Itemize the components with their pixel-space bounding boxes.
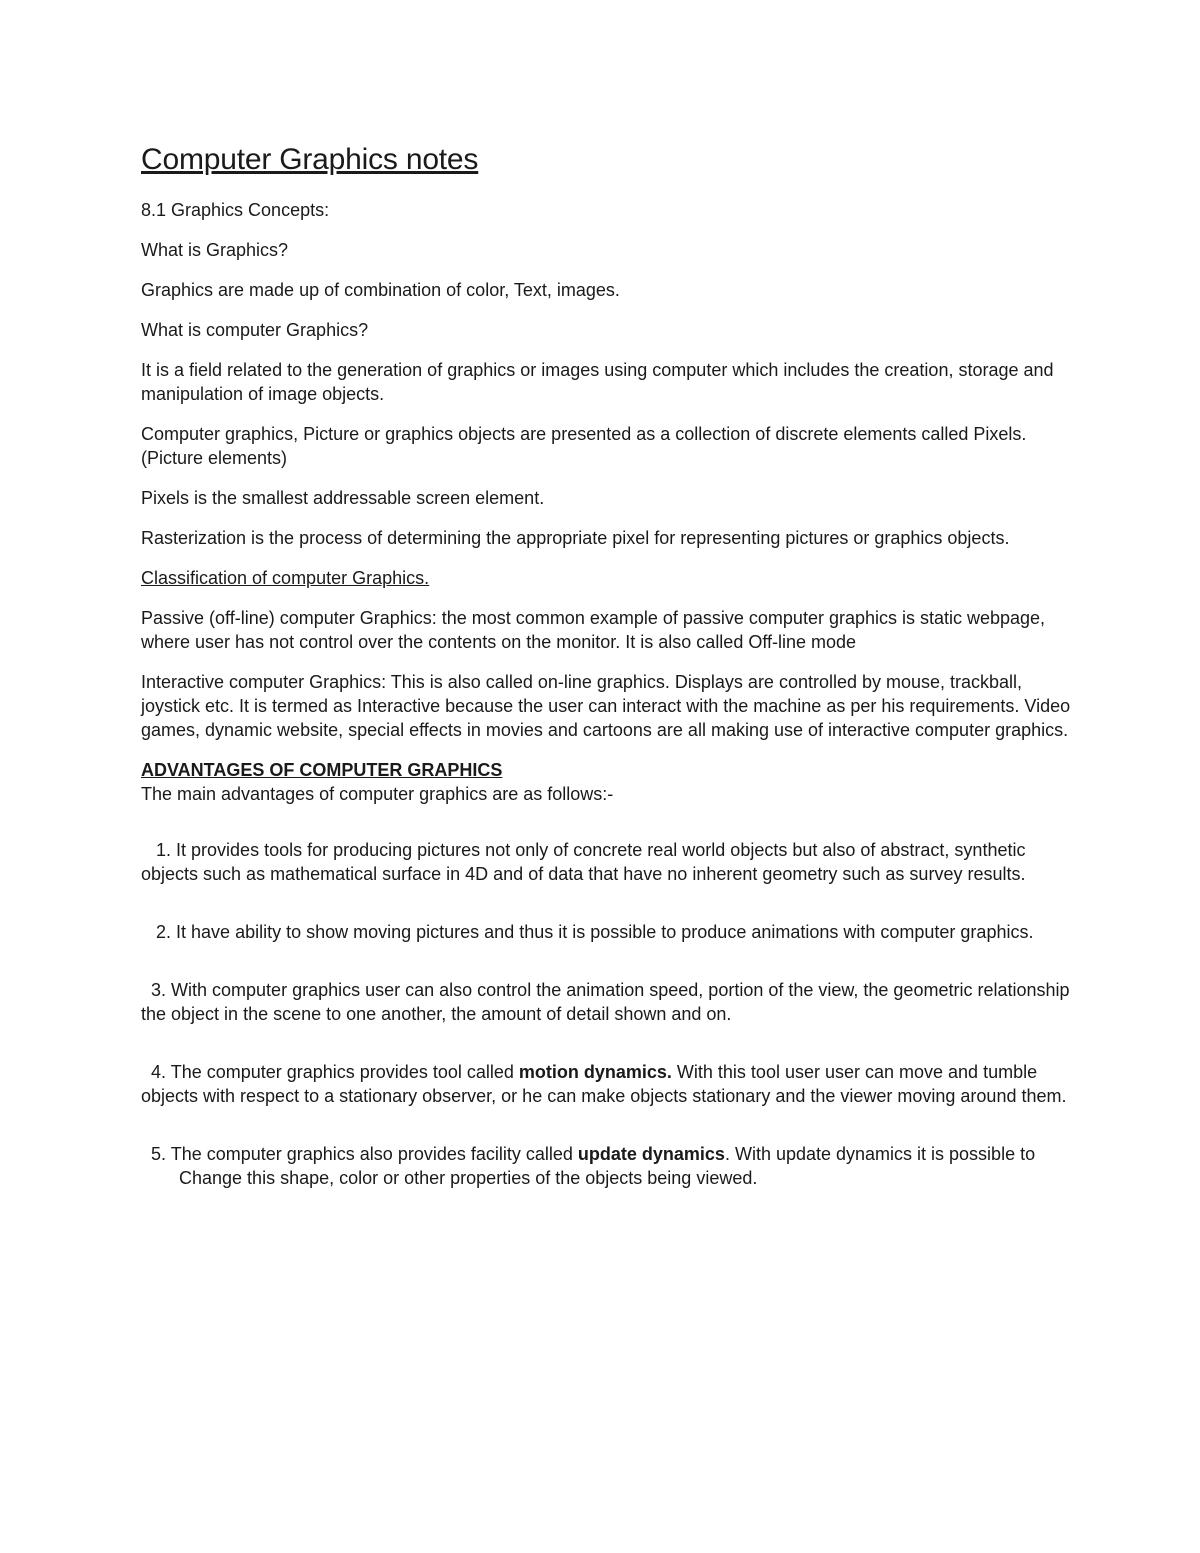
advantages-intro: The main advantages of computer graphics are as follows:- [141, 784, 614, 804]
advantage-item-5-term: update dynamics [577, 1144, 725, 1164]
answer-what-is-graphics: Graphics are made up of combination of color, Text, images. [141, 280, 620, 300]
answer-what-is-computer-graphics: It is a field related to the generation of graphics or images using computer which includes the creation, storage and manipulation of image objects. [141, 360, 1054, 404]
advantage-item-5-continuation: Change this shape, color or other properties of the objects being viewed. [179, 1168, 758, 1188]
question-what-is-graphics: What is Graphics? [141, 240, 289, 260]
advantage-item-5-rest: . With update dynamics it is possible to [724, 1144, 1036, 1164]
paragraph-passive-graphics: Passive (off-line) computer Graphics: the most common example of passive computer graphics is static webpage, where user has not control over the contents on the monitor. It is also called Off-line mode [141, 608, 1046, 652]
advantage-item-4-text: 4. The computer graphics provides tool called [141, 1062, 519, 1082]
advantage-item-3: 3. With computer graphics user can also control the animation speed, portion of the view, the geometric relationship the object in the scene to one another, the amount of detail shown and on. [141, 980, 1075, 1024]
paragraph-interactive-graphics: Interactive computer Graphics: This is also called on-line graphics. Displays are controlled by mouse, trackball, joystick etc. It is termed as Interactive because the user can interact with the machine as per his requirements. Video games, dynamic website, special effects in movies and cartoons are all making use of interactive computer graphics. [141, 672, 1071, 740]
paragraph-rasterization: Rasterization is the process of determining the appropriate pixel for representing pictures or graphics objects. [141, 528, 1010, 548]
paragraph-pixel-definition: Pixels is the smallest addressable screen element. [141, 488, 545, 508]
advantage-item-2: 2. It have ability to show moving pictures and thus it is possible to produce animations with computer graphics. [141, 922, 1034, 942]
section-heading: 8.1 Graphics Concepts: [141, 200, 330, 220]
document-title: Computer Graphics notes [141, 143, 479, 176]
advantages-heading: ADVANTAGES OF COMPUTER GRAPHICS [141, 760, 503, 780]
advantage-item-4-rest: With this tool user user can move and tumble objects with respect to a stationary observer, or he can make objects stationary and the viewer moving around them. [141, 1062, 1067, 1106]
advantage-item-5-text: 5. The computer graphics also provides facility called [141, 1144, 578, 1164]
document-page [141, 140, 1076, 1190]
paragraph-pixels-collection: Computer graphics, Picture or graphics objects are presented as a collection of discrete elements called Pixels. (Picture elements) [141, 424, 1027, 468]
classification-heading: Classification of computer Graphics. [141, 568, 430, 588]
advantage-item-4 [141, 1060, 1076, 1108]
question-what-is-computer-graphics: What is computer Graphics? [141, 320, 369, 340]
advantage-item-5 [141, 1142, 1076, 1166]
advantage-item-4-term: motion dynamics. [518, 1062, 672, 1082]
advantage-item-1: 1. It provides tools for producing pictures not only of concrete real world objects but also of abstract, synthetic objects such as mathematical surface in 4D and of data that have no inherent geometry such as survey results. [141, 840, 1031, 884]
